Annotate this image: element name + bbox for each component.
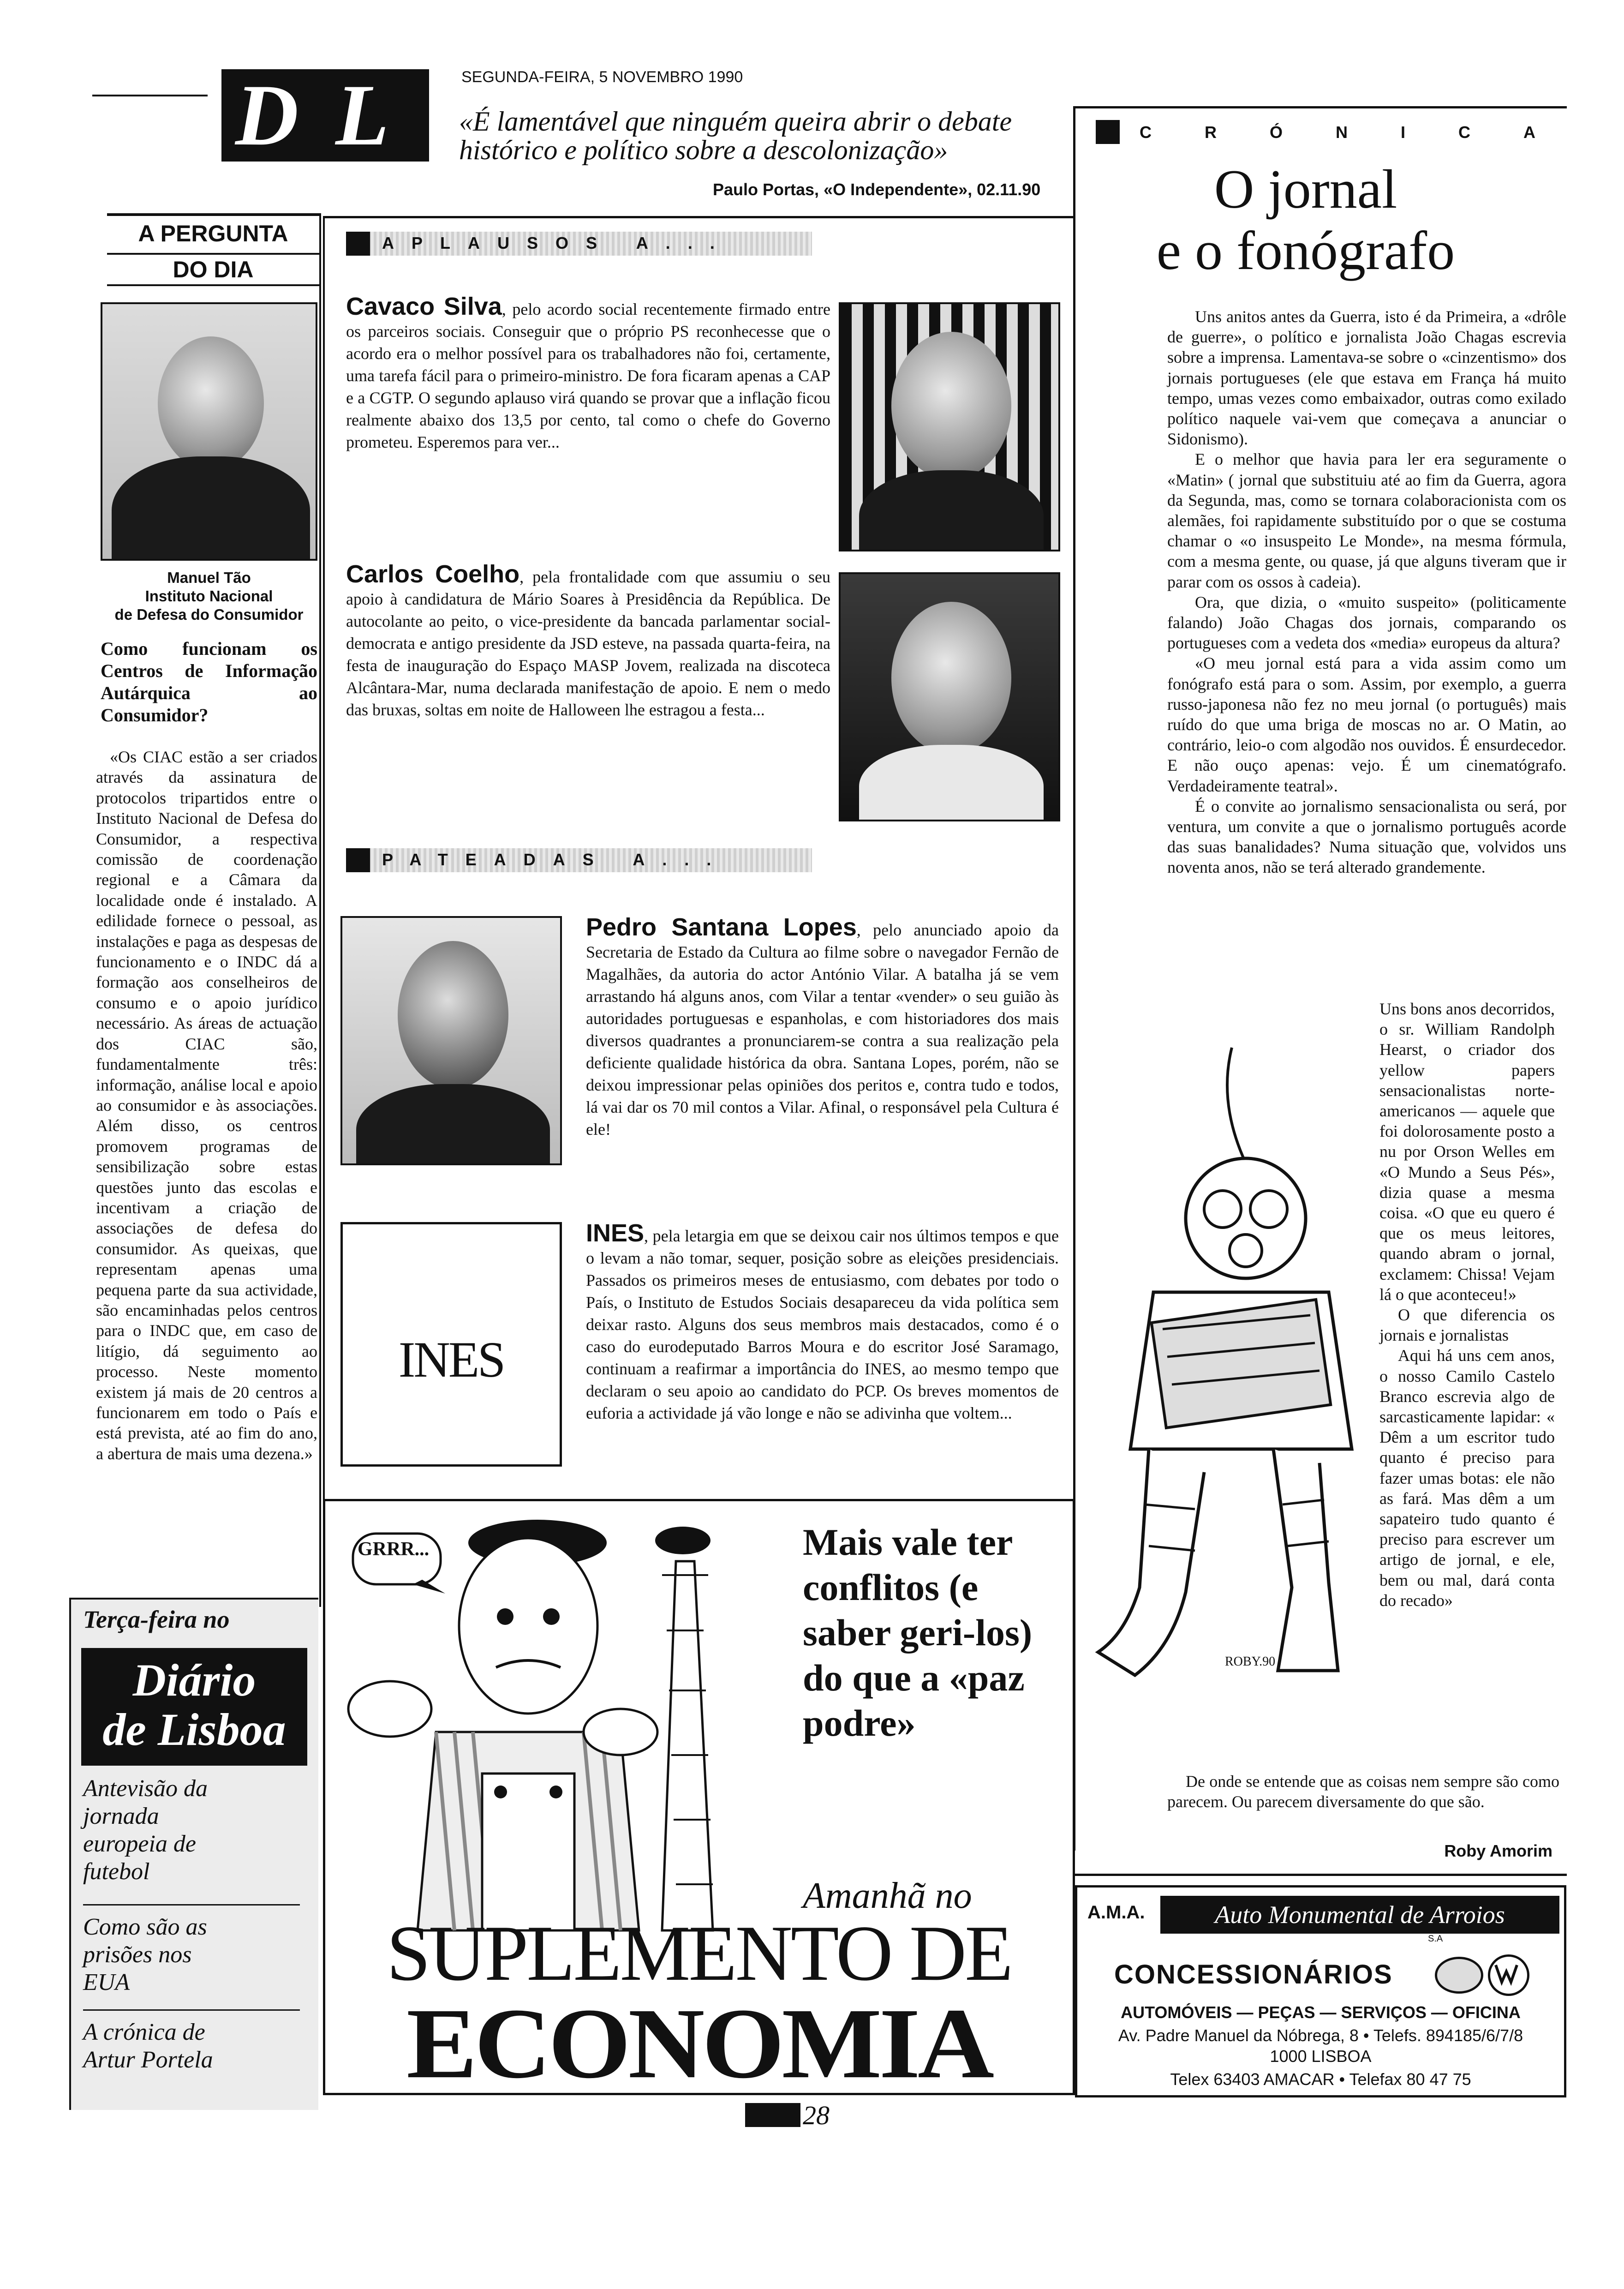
quote-source: Paulo Portas, «O Independente», 02.11.90 <box>713 180 1041 199</box>
aplausos-item-2 <box>346 560 830 721</box>
ines-logo: INES <box>398 1331 504 1388</box>
cronica-p3: Ora, que dizia, o «muito suspeito» (politicamente falando) João Chagas dos jornais, comparando os portugueses com a vedeta dos «media» europeus da altura? <box>1167 593 1566 653</box>
pergunta-title-1: A PERGUNTA <box>138 221 288 246</box>
coelho-photo <box>839 572 1060 821</box>
pateadas-banner <box>346 848 812 872</box>
cavaco-photo <box>839 302 1060 551</box>
middle-left-rule <box>323 216 325 1647</box>
cronica-title-2: e o fonógrafo <box>1156 220 1455 281</box>
diario-masthead <box>81 1648 307 1766</box>
cronica-top-rule <box>1073 106 1567 108</box>
cronica-p1: Uns anitos antes da Guerra, isto é da Primeira, a «drôle de guerre», o político e jornalista João Chagas escrevia sobre a imprensa. Lamentava-se sobre o «cinzentismo» dos jornais portugueses (ele que estava em França há muito tempo, umas vezes como embaixador, outras como exilado político naquele vai-vem que começava a anunciar o Sidonismo). <box>1167 307 1566 449</box>
cavaco-name: Cavaco Silva <box>346 293 502 320</box>
manuel-tao-photo <box>101 302 317 561</box>
diver-cartoon <box>1080 1034 1403 1717</box>
pateadas-item-1 <box>586 913 1059 1140</box>
ama-brand: A.M.A. <box>1087 1902 1145 1923</box>
promo-item-2: Como são as prisões nos EUA <box>83 1914 207 1995</box>
cronica-p7: O que diferencia os jornais e jornalistas <box>1379 1306 1555 1345</box>
promo-divider-1 <box>83 1904 300 1906</box>
left-column-divider <box>319 213 321 1607</box>
cronica-body-top <box>1167 306 1566 878</box>
footer-logo <box>745 2103 800 2127</box>
middle-top-rule <box>323 216 1075 218</box>
aplausos-banner-text: APLAUSOS A... <box>382 234 732 252</box>
masthead-line-1: Diário <box>132 1654 256 1706</box>
pergunta-top-rule <box>107 213 319 216</box>
ama-line-3: 1000 LISBOA <box>1270 2047 1372 2066</box>
suplemento-ad <box>323 1499 1075 2099</box>
pergunta-bottom-rule <box>107 284 319 286</box>
pergunta-question: Como funcionam os Centros de Informação Autárquica ao Consumidor? <box>101 638 317 725</box>
cronica-p8: Aqui há uns cem anos, o nosso Camilo Castelo Branco escrevia algo de sarcasticamente lapidar: « Dêm a um escritor tudo quanto é preciso para fazer umas botas: ele não as fará. Mas dêm a um sapateiro tudo quanto é preciso para escrever um artigo de jornal, e ele, bem ou mal, dará conta do recado» <box>1379 1346 1555 1610</box>
cronica-author: Roby Amorim <box>1444 1841 1552 1860</box>
cronica-banner: CRÓNICA <box>1140 123 1588 142</box>
pateadas-banner-text: PATEADAS A... <box>382 850 729 869</box>
ama-line-1: AUTOMÓVEIS — PEÇAS — SERVIÇOS — OFICINA <box>1121 2003 1521 2022</box>
pergunta-answer: «Os CIAC estão a ser criados através da assinatura de protocolos tripartidos entre o Instituto Nacional de Defesa do Consumidor, a respectiva comissão de coordenação regional e a Câmara da localidade onde é instalado. A edilidade fornece o pessoal, as instalações e paga as despesas de funcionamento e o INDC dá a formação aos conselheiros de consumo e o apoio jurídico necessário. As áreas de actuação dos CIAC são, fundamentalmente três: informação, análise local e apoio ao consumidor e às associações. Além disso, os centros promovem programas de sensibilização sobre estas questões junto das escolas e incentivam a criação de associações de defesa do consumidor. As queixas, que representam apenas uma pequena parte da sua actividade, são encaminhadas pelos centros para o INDC que, em caso de litígio, dá seguimento ao processo. Neste momento existem já mais de 20 centros a funcionarem em todo o País e está prevista, até ao fim do ano, a abertura de mais uma dezena.» <box>96 748 317 1463</box>
suplemento-de: SUPLEMENTO DE <box>386 1910 1012 1997</box>
caption-org-2: de Defesa do Consumidor <box>114 606 304 623</box>
caption-org: Instituto Nacional <box>145 587 273 605</box>
promo-divider-2 <box>83 2009 300 2011</box>
header-rule-left <box>92 95 208 96</box>
ines-logo-box <box>340 1222 562 1467</box>
santana-text: , pelo anunciado apoio da Secretaria de Estado da Cultura ao filme sobre o navegador Fernão de Magalhães, da autoria do actor António Vilar. A batalha já se vem arrastando há alguns anos, com Vilar a tentar «vender» o seu guião às autoridades portuguesas e espanholas, e com historiadores dos mais diversos quadrantes a pronunciarem-se contra a sua realização pela deficiente qualidade histórica da obra. Santana Lopes, porém, não se deixou impressionar pelas opiniões dos peritos e, contra tudo e todos, lá vai dar os 70 mil contos a Vilar. Afinal, o responsável pela Cultura é ele! <box>586 921 1059 1139</box>
grumpy-man-illustration <box>344 1515 805 1940</box>
pateadas-item-2 <box>586 1219 1059 1424</box>
ama-script: Auto Monumental de Arroios <box>1215 1901 1505 1929</box>
santana-name: Pedro Santana Lopes <box>586 913 857 941</box>
ama-ad <box>1075 1885 1566 2097</box>
vw-icon <box>1488 1954 1529 1996</box>
cronica-p4: «O meu jornal está para a vida assim como um fonógrafo está para o som. Assim, por exemplo, a guerra russo-japonesa não fez no meu jornal (o português) mais ruído do que uma briga de moscas no ar. O Matin, ao contrário, leio-o com algodão nos ouvidos. É ensurdecedor. E não ouço apenas: vejo. É um cinematógrafo. Verdadeiramente teatral». <box>1167 654 1566 795</box>
cronica-title-1: O jornal <box>1214 158 1397 220</box>
pergunta-mid-rule <box>107 253 319 255</box>
newspaper-logo <box>221 69 429 162</box>
pergunta-title-2: DO DIA <box>173 257 254 282</box>
ama-sa: S.A <box>1428 1934 1443 1944</box>
ama-line-4: Telex 63403 AMACAR • Telefax 80 47 75 <box>1170 2070 1471 2089</box>
suplemento-headline: Mais vale ter conflitos (e saber geri-los) do que a «paz podre» <box>803 1521 1033 1744</box>
cronica-banner-square <box>1096 120 1120 144</box>
caption-name: Manuel Tão <box>167 569 251 586</box>
header-quote: «É lamentável que ninguém queira abrir o debate histórico e político sobre a descolonização» <box>459 106 1012 165</box>
masthead-line-2: de Lisboa <box>102 1704 286 1755</box>
promo-item-3: A crónica de Artur Portela <box>83 2019 213 2073</box>
cronica-p9: De onde se entende que as coisas nem sempre são como parecem. Ou parecem diversamente do que são. <box>1167 1772 1559 1811</box>
logo-letters: DL <box>235 67 426 164</box>
grrr-bubble: GRRR... <box>358 1539 430 1560</box>
ines-text: , pela letargia em que se deixou cair nos últimos tempos e que o levam a não tomar, sequer, posição sobre as eleições presidenciais. Passados os primeiros meses de entusiasmo, com debates por todo o País, o Instituto de Estudos Sociais desapareceu da vida política sem deixar rasto. Alguns dos seus membros mais destacados, como é o caso do eurodeputado Barros Moura e do escritor José Saramago, continuam a reafirmar a importância do INES, ao mesmo tempo que declaram o seu apoio ao candidato do PCP. Os breves momentos de euforia a actividade já vão longe e não se adivinha que voltem... <box>586 1227 1059 1422</box>
promo-heading: Terça-feira no <box>83 1606 230 1633</box>
audi-icon <box>1435 1957 1483 1994</box>
aplausos-item-1 <box>346 295 830 453</box>
coelho-name: Carlos Coelho <box>346 560 520 588</box>
economia: ECONOMIA <box>406 1987 992 2099</box>
cronica-bottom-rule <box>1073 1874 1567 1876</box>
ama-line-2: Av. Padre Manuel da Nóbrega, 8 • Telefs. 894185/6/7/8 <box>1118 2026 1523 2045</box>
promo-box <box>69 1598 318 2110</box>
cronica-body-wrap <box>1379 999 1555 1611</box>
page-number: 28 <box>803 2100 830 2130</box>
cronica-body-end <box>1167 1771 1559 1812</box>
ines-name: INES <box>586 1219 645 1247</box>
cronica-p2: E o melhor que havia para ler era seguramente o «Matin» ( jornal que substituiu até ao fim da Guerra, agora da Segunda, mas, como se tornara colaboracionista com os alemães, foi rapidamente substituído por o que se costuma chamar o «o insuspeito Le Monde», na mesma fórmula, com a mesma gente, ou quase, já que alguns tiveram que ir parar com os ossos à cadeia). <box>1167 450 1566 591</box>
cartoon-signature: ROBY.90 <box>1225 1654 1276 1669</box>
cavaco-text: , pelo acordo social recentemente firmado entre os parceiros sociais. Conseguir que o próprio PS reconhecesse que o acordo era o melhor possível para os trabalhadores não foi, certamente, uma tarefa fácil para o primeiro-ministro. De fora ficaram apenas a CAP e a CGTP. O segundo aplauso virá quando se provar que a inflação ficou realmente abaixo dos 13,5 por cento, tal como o chefe do Governo prometeu. Esperemos para ver... <box>346 300 831 451</box>
santana-photo <box>340 916 562 1165</box>
aplausos-banner <box>346 232 812 256</box>
cronica-p6: Uns bons anos decorridos, o sr. William Randolph Hearst, o criador dos yellow papers sensacionalistas norte-americanos — aquele que foi dolorosamente posto a nu por Orson Welles em «O Mundo a Seus Pés», dizia quase a mesma coisa. «O que eu quero é que os meus leitores, quando abram o jornal, exclamem: Chissa! Vejam lá o que aconteceu!» <box>1379 1000 1555 1304</box>
ama-concessionarios: CONCESSIONÁRIOS <box>1114 1959 1393 1989</box>
amanha-no: Amanhã no <box>803 1876 972 1916</box>
issue-date: SEGUNDA-FEIRA, 5 NOVEMBRO 1990 <box>461 68 743 86</box>
cronica-p5: É o convite ao jornalismo sensacionalista ou será, por ventura, um convite a que o jornalismo português acorde das suas banalidades? Numa situação que, volvidos uns noventa anos, não se terá alterado grandemente. <box>1167 797 1566 877</box>
coelho-text: , pela frontalidade com que assumiu o seu apoio à candidatura de Mário Soares à Presidência da República. De autocolante ao peito, o vice-presidente da bancada parlamentar social-democrata e antigo presidente da JSD esteve, na passada quarta-feira, na festa de inauguração do Espaço MASP Jovem, realizada na discoteca Alcântara-Mar, numa declarada manifestação de apoio. E nem o medo das bruxas, soltas em noite de Halloween lhe estragou a festa... <box>346 568 830 719</box>
promo-item-1: Antevisão da jornada europeia de futebol <box>83 1775 208 1885</box>
ama-script-banner <box>1160 1896 1559 1934</box>
